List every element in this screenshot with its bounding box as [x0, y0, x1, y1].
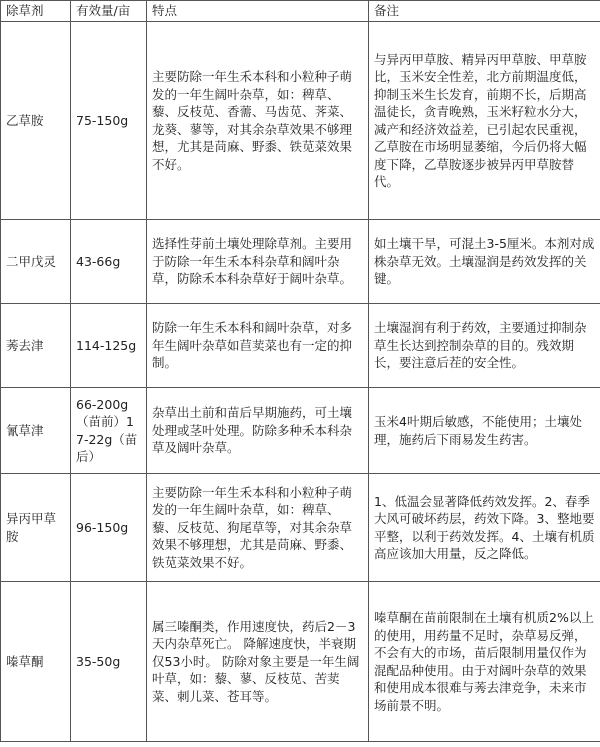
note-text: 土壤湿润有利于药效，主要通过抑制杂草生长达到控制杂草的目的。残效期长，要注意后茬的安全性。	[369, 304, 600, 388]
dose-value: 114-125g	[71, 304, 147, 388]
herbicide-name: 二甲戊灵	[1, 220, 71, 304]
table-row	[1, 304, 600, 388]
note-text: 1、低温会显著降低药效发挥。2、春季大风可破坏药层，药效下降。3、整地要平整，以利于药效发挥。4、土壤有机质高应该加大用量，反之降低。	[369, 474, 600, 582]
dose-value: 66-200g（苗前）17-22g（苗后）	[71, 388, 147, 474]
header-note: 备注	[369, 1, 600, 22]
table-row	[1, 22, 600, 220]
header-dose: 有效量/亩	[71, 1, 147, 22]
table-row	[1, 388, 600, 474]
feature-text: 防除一年生禾本科和阔叶杂草，对多年生阔叶杂草如苣荬菜也有一定的抑制。	[147, 304, 369, 388]
dose-value: 43-66g	[71, 220, 147, 304]
note-text: 与异丙甲草胺、精异丙甲草胺、甲草胺比，玉米安全性差，北方前期温度低，抑制玉米生长发育，前期不长，后期高温徒长，贪青晚熟，玉米籽粒水分大，减产和经济效益差，已引起农民重视，乙草胺在市场明显萎缩，今后仍将大幅度下降，乙草胺逐步被异丙甲草胺替代。	[369, 22, 600, 220]
dose-value: 75-150g	[71, 22, 147, 220]
note-text: 玉米4叶期后敏感，不能使用；土壤处理，施药后下雨易发生药害。	[369, 388, 600, 474]
feature-text: 杂草出土前和苗后早期施药，可土壤处理或茎叶处理。防除多种禾本科杂草及阔叶杂草。	[147, 388, 369, 474]
feature-text: 主要防除一年生禾本科和小粒种子萌发的一年生阔叶杂草，如：稗草、藜、反枝苋、香薷、马齿苋、荠菜、龙葵、蓼等，对其余杂草效果不够理想，尤其是苘麻、野黍、铁苋菜效果不好。	[147, 22, 369, 220]
herbicide-name: 莠去津	[1, 304, 71, 388]
herbicide-name: 氰草津	[1, 388, 71, 474]
table-row	[1, 474, 600, 582]
header-feature: 特点	[147, 1, 369, 22]
dose-value: 35-50g	[71, 582, 147, 742]
feature-text: 选择性芽前土壤处理除草剂。主要用于防除一年生禾本科杂草和阔叶杂草，防除禾本科杂草好于阔叶杂草。	[147, 220, 369, 304]
note-text: 嗪草酮在苗前限制在土壤有机质2%以上的使用，用药量不足时，杂草易反弹，不会有大的市场，苗后限制用量仅作为混配品种使用。由于对阔叶杂草的效果和使用成本很难与莠去津竞争，未来市场前景不明。	[369, 582, 600, 742]
table-row	[1, 220, 600, 304]
feature-text: 主要防除一年生禾本科和小粒种子萌发的一年生阔叶杂草，如：稗草、藜、反枝苋、狗尾草等，对其余杂草效果不够理想，尤其是苘麻、野黍、铁苋菜效果不好。	[147, 474, 369, 582]
table-header-row	[1, 1, 600, 22]
feature-text: 属三嗪酮类，作用速度快，药后2－3天内杂草死亡。 降解速度快，半衰期仅53小时。 防除对象主要是一年生阔叶草，如：藜、蓼、反枝苋、苦荬菜、刺儿菜、苍耳等。	[147, 582, 369, 742]
herbicide-name: 乙草胺	[1, 22, 71, 220]
herbicide-name: 嗪草酮	[1, 582, 71, 742]
table-row	[1, 582, 600, 742]
dose-value: 96-150g	[71, 474, 147, 582]
header-herbicide: 除草剂	[1, 1, 71, 22]
note-text: 如土壤干旱，可混土3-5厘米。本剂对成株杂草无效。土壤湿润是药效发挥的关键。	[369, 220, 600, 304]
herbicide-name: 异丙甲草胺	[1, 474, 71, 582]
